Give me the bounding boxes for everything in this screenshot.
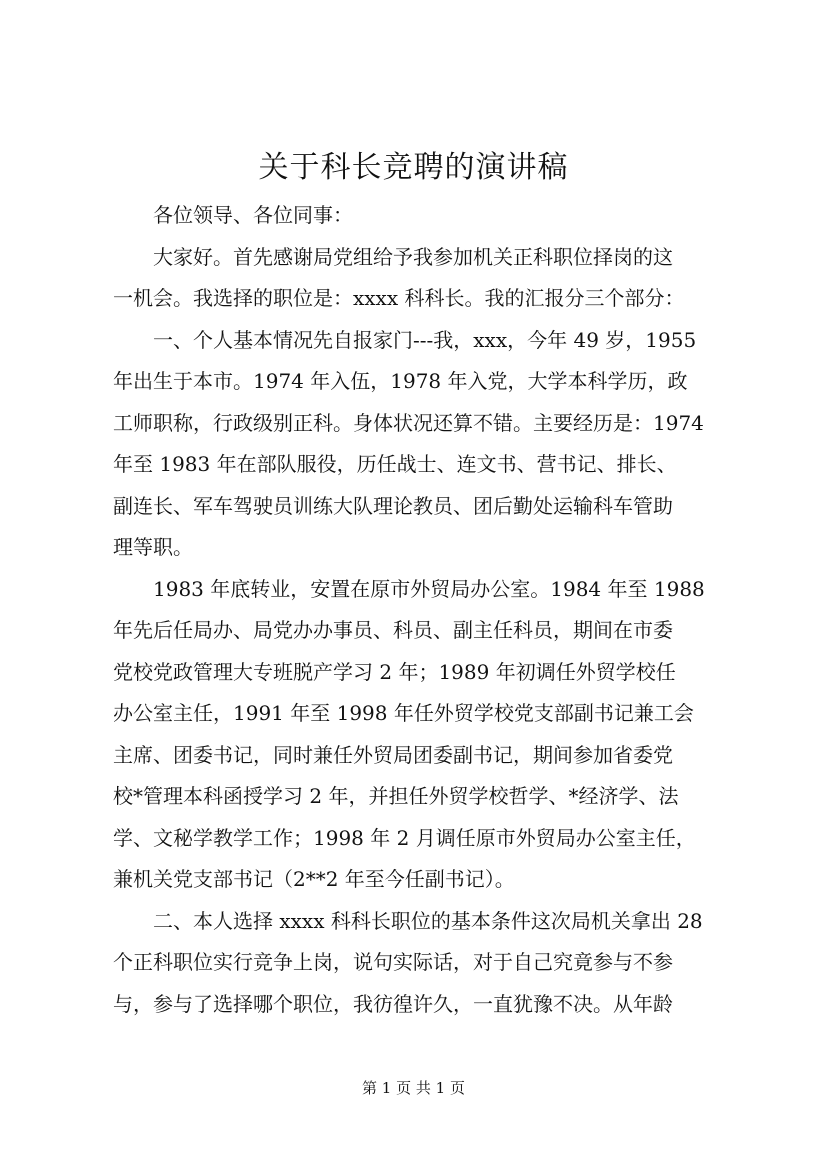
text-line: 一、个人基本情况先自报家门---我，xxx，今年 49 岁，1955 (153, 327, 697, 352)
document-title: 关于科长竞聘的演讲稿 (258, 150, 569, 185)
text-line: 办公室主任，1991 年至 1998 年任外贸学校党支部副书记兼工会 (113, 701, 694, 725)
text-line: 党校党政管理大专班脱产学习 2 年；1989 年初调任外贸学校任 (113, 659, 676, 684)
text-line: 个正科职位实行竞争上岗，说句实际话，对于自己究竟参与不参 (113, 950, 673, 974)
text-line: 主席、团委书记，同时兼任外贸局团委副书记，期间参加省委党 (113, 742, 673, 767)
text-line: 1983 年底转业，安置在原市外贸局办公室。1984 年至 1988 (153, 576, 705, 601)
text-line: 一机会。我选择的职位是：xxxx 科科长。我的汇报分三个部分： (113, 286, 685, 310)
text-line: 兼机关党支部书记（2**2 年至今任副书记）。 (113, 867, 515, 891)
text-line: 各位领导、各位同事： (153, 203, 353, 227)
text-line: 大家好。首先感谢局党组给予我参加机关正科职位择岗的这 (153, 244, 673, 269)
text-line: 年先后任局办、局党办办事员、科员、副主任科员，期间在市委 (113, 618, 673, 642)
text-line: 校*管理本科函授学习 2 年，并担任外贸学校哲学、*经济学、法 (113, 784, 679, 808)
text-line: 年出生于本市。1974 年入伍，1978 年入党，大学本科学历，政 (113, 369, 688, 393)
text-line: 年至 1983 年在部队服役，历任战士、连文书、营书记、排长、 (113, 452, 677, 476)
text-line: 副连长、军车驾驶员训练大队理论教员、团后勤处运输科车管助 (113, 493, 673, 518)
text-line: 二、本人选择 xxxx 科科长职位的基本条件这次局机关拿出 28 (153, 908, 703, 933)
text-line: 学、文秘学教学工作；1998 年 2 月调任原市外贸局办公室主任， (113, 825, 696, 850)
page-footer: 第 1 页 共 1 页 (362, 1079, 465, 1097)
text-line: 与，参与了选择哪个职位，我彷徨许久，一直犹豫不决。从年龄 (113, 991, 673, 1016)
text-line: 工师职称，行政级别正科。身体状况还算不错。主要经历是：1974 (113, 410, 704, 435)
document-body (113, 195, 721, 1025)
text-line: 理等职。 (113, 535, 193, 559)
